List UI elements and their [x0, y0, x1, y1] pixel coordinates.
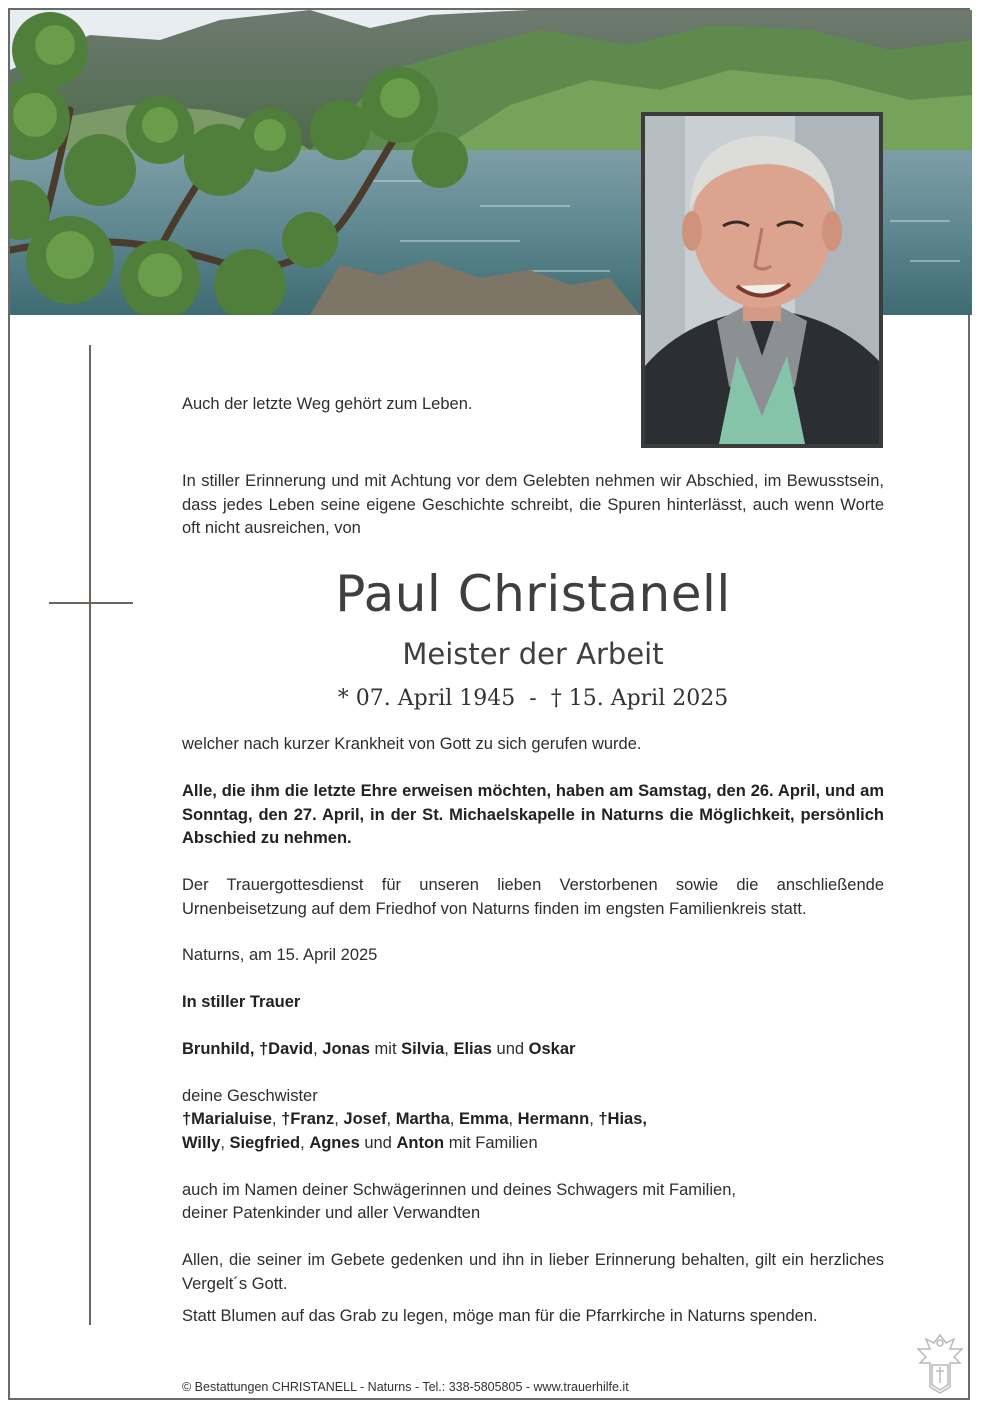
family-name: Jonas: [322, 1040, 370, 1058]
called-text: welcher nach kurzer Krankheit von Gott zu sich gerufen wurde.: [182, 735, 642, 753]
family-name: Oskar: [528, 1040, 576, 1058]
sibling-connector: ,: [300, 1133, 310, 1152]
siblings-line: [182, 1108, 884, 1155]
birth-date: * 07. April 1945: [337, 686, 516, 711]
sibling-connector: ,: [642, 1110, 647, 1128]
honor-title: Meister der Arbeit: [402, 637, 664, 671]
family-name: Silvia: [401, 1040, 445, 1058]
siblings-label: deine Geschwister: [182, 1087, 318, 1105]
sibling-name: Hermann: [517, 1110, 590, 1128]
sibling-connector: ,: [386, 1110, 396, 1128]
sibling-name: †Hias: [598, 1110, 643, 1128]
footer-credit: © Bestattungen CHRISTANELL - Naturns - Tel.: 338-5805805 - www.trauerhilfe.it: [182, 1380, 629, 1394]
sibling-connector: ,: [334, 1110, 344, 1128]
family-name: Elias: [453, 1040, 492, 1058]
sibling-connector: ,: [220, 1133, 230, 1152]
sibling-connector: ,: [449, 1110, 459, 1128]
service-text: Der Trauergottesdienst für unseren lieben Verstorbenen sowie die anschließende Urnenbeisetzung auf dem Friedhof von Naturns finden im engsten Familienkreis statt.: [182, 876, 884, 918]
intro-text: In stiller Erinnerung und mit Achtung vor dem Gelebten nehmen wir Abschied, im Bewusstsein, dass jedes Leben seine eigene Geschichte schreibt, die Spuren hinterlässt, auch wenn Worte oft nicht ausreichen, von: [182, 472, 884, 537]
sibling-name: Josef: [343, 1110, 387, 1128]
sibling-name: Anton: [396, 1133, 445, 1152]
sibling-connector: ,: [589, 1110, 599, 1128]
family-name: †David: [259, 1040, 314, 1058]
sibling-connector: mit Familien: [444, 1133, 538, 1152]
sibling-connector: ,: [508, 1110, 518, 1128]
relatives-line-1: auch im Namen deiner Schwägerinnen und deines Schwagers mit Familien,: [182, 1181, 736, 1199]
family-connector: und: [491, 1040, 529, 1058]
mourning-heading: In stiller Trauer: [182, 993, 301, 1011]
family-connector: ,: [313, 1040, 323, 1058]
family-connector: ,: [444, 1040, 454, 1058]
sibling-name: †Marialuise: [182, 1110, 272, 1128]
donation-text: Statt Blumen auf das Grab zu legen, möge man für die Pfarrkirche in Naturns spenden.: [182, 1307, 818, 1325]
sibling-name: †Franz: [281, 1110, 335, 1128]
place-date: Naturns, am 15. April 2025: [182, 946, 378, 964]
coat-of-arms-icon: [912, 1333, 968, 1395]
sibling-name: Willy: [182, 1133, 221, 1152]
sibling-connector: und: [359, 1133, 397, 1152]
deceased-name: Paul Christanell: [335, 565, 731, 623]
cross-vertical-bar: [89, 345, 91, 1325]
thanks-text: Allen, die seiner im Gebete gedenken und ihn in lieber Erinnerung behalten, gilt ein herzliches Vergelt´s Gott.: [182, 1251, 884, 1293]
relatives-line-2: deiner Patenkinder und aller Verwandten: [182, 1204, 481, 1222]
sibling-connector: ,: [271, 1110, 282, 1128]
date-separator: -: [529, 686, 537, 711]
cross-horizontal-bar: [49, 602, 133, 604]
sibling-name: Martha: [395, 1110, 450, 1128]
family-connector: mit: [369, 1040, 402, 1058]
death-date: † 15. April 2025: [550, 686, 729, 711]
sibling-name: Siegfried: [229, 1133, 301, 1152]
sibling-name: Agnes: [309, 1133, 360, 1152]
farewell-text: Alle, die ihm die letzte Ehre erweisen möchten, haben am Samstag, den 26. April, und am Sonntag, den 27. April, in der St. Michaelskapelle in Naturns die Möglichkeit, persönlich Abschied zu nehmen.: [182, 782, 884, 847]
motto: Auch der letzte Weg gehört zum Leben.: [182, 395, 473, 413]
life-dates: [182, 684, 884, 714]
family-name: Brunhild,: [182, 1040, 259, 1058]
sibling-name: Emma: [458, 1110, 509, 1128]
family-line: [182, 1038, 884, 1062]
